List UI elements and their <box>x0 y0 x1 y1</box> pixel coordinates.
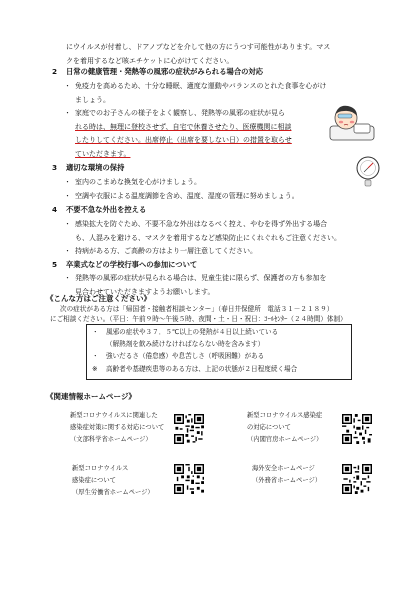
link-mofa[interactable] <box>252 463 321 487</box>
link-line: の対応について <box>247 424 291 431</box>
link-line: （文部科学省ホームページ） <box>70 436 152 443</box>
link-cas[interactable] <box>247 410 322 446</box>
bullet-line: したりしてください。出席停止（出席を要しない日）の措置を取らせ <box>75 136 292 144</box>
bullet-mark: ・ <box>64 82 71 90</box>
symptom-row <box>92 363 297 375</box>
link-line: 新型コロナウイルス感染症 <box>247 412 323 419</box>
list-item <box>64 245 375 259</box>
intro-line: にウイルスが付着し、ドアノブなどを介して他の方にうつす可能性があります。マス <box>66 43 331 51</box>
link-mext[interactable] <box>70 410 164 446</box>
row-mark: ※ <box>92 365 98 373</box>
sick-child-illustration <box>328 100 376 142</box>
bullet-mark: ・ <box>64 192 71 200</box>
section-title: 卒業式などの学校行事への参加について <box>66 260 198 269</box>
section-2-heading <box>52 66 263 78</box>
bullet-line-text: 家庭でのお子さんの様子をよく観察し、発熱等の風邪の症状が見ら <box>75 109 285 117</box>
bullet-line: れる時は、無理に登校させず、自宅で休養させたり、医療機関に相談 <box>75 122 292 131</box>
section-title: 不要不急な外出を控える <box>66 205 147 214</box>
symptom-row <box>92 350 264 362</box>
bullet-line: 免疫力を高めるため、十分な睡眠、適度な運動やバランスのとれた食事を心がけ <box>75 82 327 90</box>
list-item <box>64 190 375 204</box>
row-text: 風邪の症状や３７．５℃以上の発熱が４日以上続いている <box>106 328 279 336</box>
link-line: （内閣官房ホームページ） <box>247 436 323 443</box>
link-mhlw[interactable] <box>72 463 154 499</box>
bullet-line: も、人混みを避ける、マスクを着用するなど感染防止にくれぐれもご注意ください。 <box>75 233 341 242</box>
qr-code-icon[interactable] <box>342 464 372 494</box>
hygrometer-illustration <box>354 154 382 188</box>
symptom-row <box>92 326 278 338</box>
list-item <box>64 107 315 161</box>
list-item <box>64 176 335 190</box>
bullet-line: 空調や衣服による温度調節を含め、温度、湿度の管理に努めましょう。 <box>75 192 299 200</box>
symptom-box <box>86 324 352 380</box>
section-5-heading <box>52 259 197 271</box>
section-title: 日常の健康管理・発熱等の風邪の症状がみられる場合の対応 <box>66 67 264 76</box>
bullet-line: ましょう。 <box>75 95 110 104</box>
intro-line: クを着用するなど咳エチケットに心がけてください。 <box>66 57 234 65</box>
row-text: 強いだるさ（倦怠感）や息苦しさ（呼吸困難）がある <box>106 352 265 360</box>
list-item <box>64 218 385 245</box>
section-number: 5 <box>52 260 58 269</box>
row-text: 高齢者や基礎疾患等のある方は、上記の状態が２日程度続く場合 <box>106 365 298 373</box>
link-line: 新型コロナウイルスに関連した <box>70 412 158 419</box>
link-line: （外務省ホームページ） <box>252 477 322 484</box>
bullet-mark: ・ <box>64 274 71 282</box>
bullet-line: ていただきます。 <box>75 149 131 158</box>
bullet-line: 発熱等の風邪の症状が見られる場合は、児童生徒に限らず、保護者の方も参加を <box>75 274 327 282</box>
bullet-line: 室内のこまめな換気を心がけましょう。 <box>75 178 201 186</box>
section-number: 4 <box>52 205 58 214</box>
qr-code-icon[interactable] <box>342 414 372 444</box>
qr-code-icon[interactable] <box>174 464 204 494</box>
bullet-mark: ・ <box>64 178 71 186</box>
section-number: 3 <box>52 163 58 172</box>
intro-paragraph <box>66 40 384 68</box>
link-line: 海外安全ホームページ <box>252 465 315 472</box>
caution-heading: 《こんな方はご注意ください》 <box>46 294 151 303</box>
symptom-row <box>92 338 264 350</box>
consult-center-line: 次の症状がある方は「帰国者・接触者相談センター」（春日井保健所 電話３１－２１８９） <box>60 305 334 313</box>
bullet-mark: ・ <box>64 247 71 255</box>
bullet-mark: ・ <box>64 109 71 117</box>
bullet-line: 見合わせていただきますようお願いします。 <box>75 287 215 296</box>
bullet-line: 感染拡大を防ぐため、不要不急な外出はなるべく控え、やむを得ず外出する場合 <box>75 220 328 228</box>
consult-hours-line: にご相談ください。（平日：午前９時～午後５時、夜間・土・日・祝日：ｺｰﾙｾﾝﾀｰ（２４時間）体制） <box>50 315 347 323</box>
section-3-heading <box>52 162 124 174</box>
row-text: （解熱剤を飲み続けなければならない時を含みます） <box>106 340 265 348</box>
link-line: 感染症対策に関する対応について <box>70 424 165 431</box>
section-4-heading <box>52 204 146 216</box>
links-heading: 《関連情報ホームページ》 <box>46 392 136 401</box>
row-mark: ・ <box>92 352 99 360</box>
row-mark: ・ <box>92 328 99 336</box>
link-line: 新型コロナウイルス <box>72 465 129 472</box>
section-title: 適切な環境の保持 <box>66 163 125 172</box>
link-line: （厚生労働省ホームページ） <box>72 489 154 496</box>
bullet-mark: ・ <box>64 220 71 228</box>
bullet-line: 持病がある方、ご高齢の方はより一層注意してください。 <box>75 247 257 255</box>
link-line: 感染症について <box>72 477 116 484</box>
qr-code-icon[interactable] <box>174 414 204 444</box>
section-number: 2 <box>52 67 58 76</box>
bullet-line <box>75 107 315 121</box>
